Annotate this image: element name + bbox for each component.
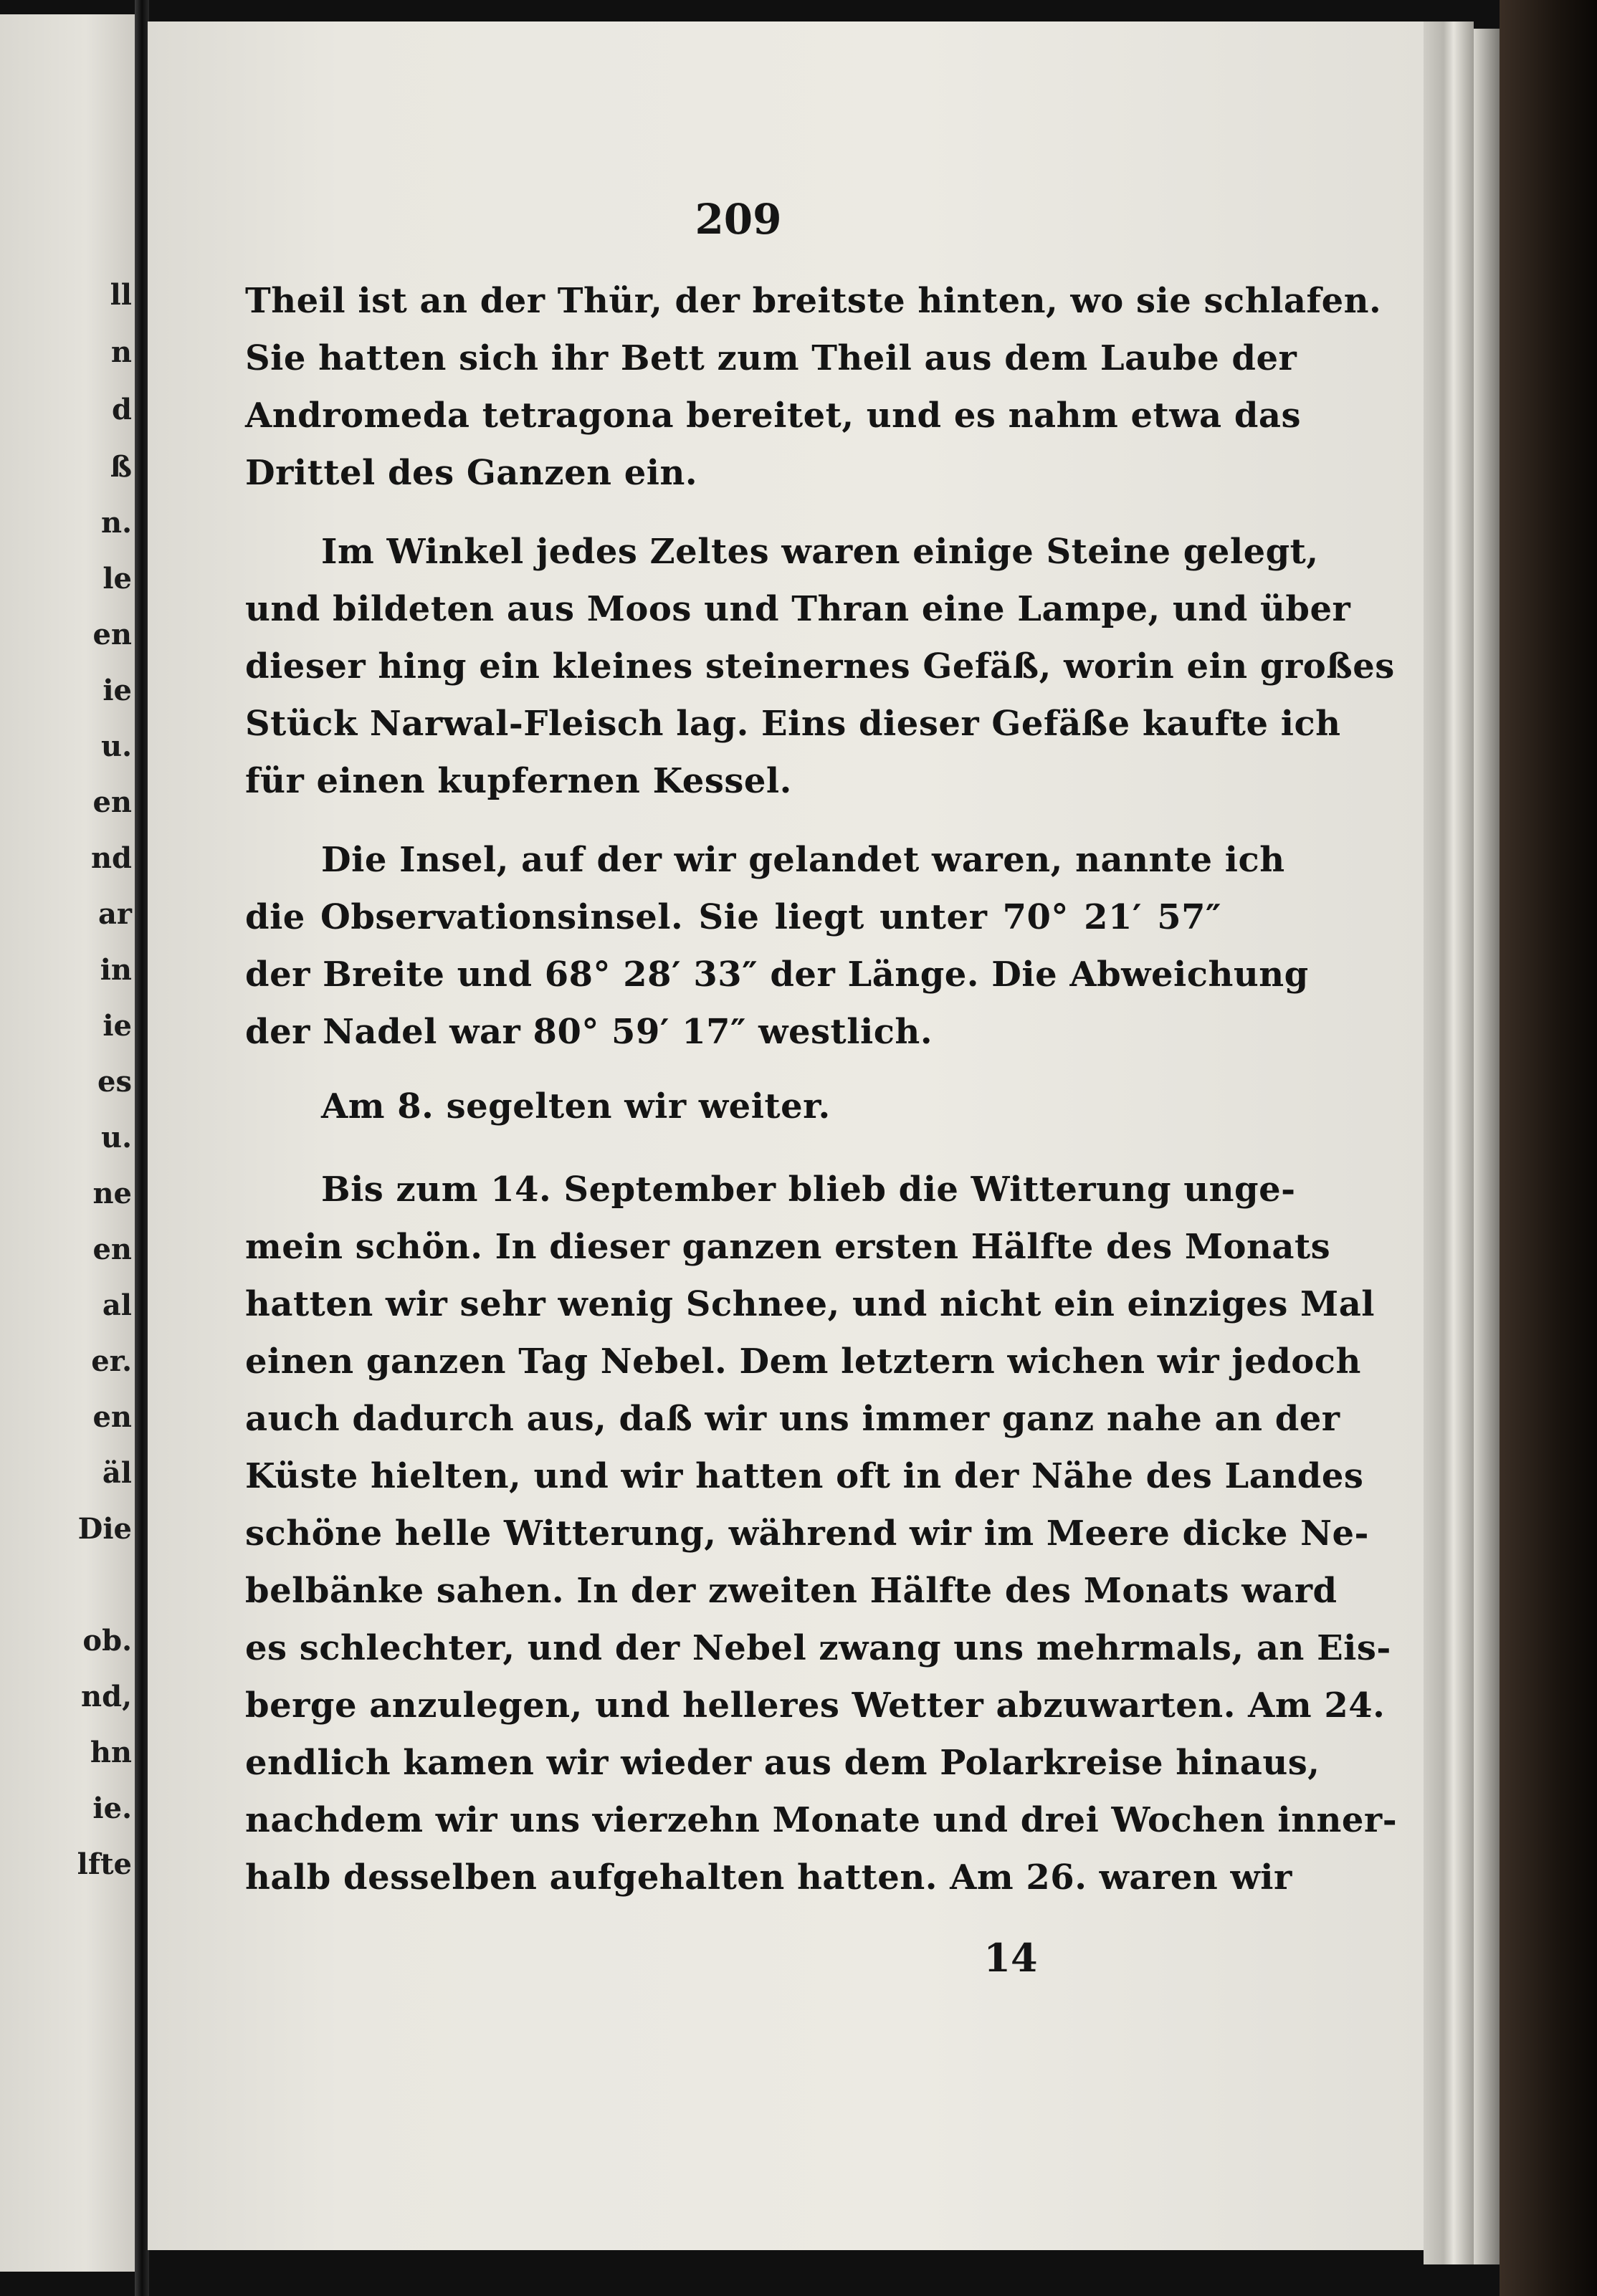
left-page-fragment: ß — [110, 450, 132, 484]
text-line: Andromeda tetragona bereitet, und es nahm etwa das — [245, 396, 1302, 436]
page-number: 209 — [695, 195, 782, 244]
left-page-fragment: u. — [100, 730, 132, 763]
left-page-fragment: es — [97, 1065, 132, 1099]
text-line: mein schön. In dieser ganzen ersten Hälfte des Monats — [245, 1227, 1331, 1267]
text-line: für einen kupfernen Kessel. — [245, 761, 792, 801]
text-line: Bis zum 14. September blieb die Witterung unge- — [321, 1169, 1296, 1210]
page-stack-edge — [1424, 21, 1474, 2264]
text-line: Die Insel, auf der wir gelandet waren, nannte ich — [321, 840, 1285, 880]
left-page-fragment: en — [92, 1233, 132, 1266]
left-page-fragment: le — [103, 562, 132, 595]
left-page-fragment: Die — [77, 1512, 132, 1546]
left-page-fragment: äl — [102, 1456, 132, 1490]
text-line: einen ganzen Tag Nebel. Dem letztern wichen wir jedoch — [245, 1341, 1361, 1382]
left-page-fragment: er. — [91, 1344, 132, 1378]
text-line: Sie hatten sich ihr Bett zum Theil aus dem Laube der — [245, 338, 1297, 378]
left-page-fragment: en — [92, 785, 132, 819]
left-page-fragment: en — [92, 1400, 132, 1434]
left-page-fragment: d — [112, 393, 132, 426]
text-line: der Breite und 68° 28′ 33″ der Länge. Die Abweichung — [245, 955, 1309, 995]
left-page-fragment: in — [100, 953, 132, 987]
left-page-fragment: ie. — [92, 1792, 132, 1825]
left-page-fragment: ie — [103, 674, 132, 707]
left-page-fragment: n. — [100, 506, 132, 540]
text-line: Im Winkel jedes Zeltes waren einige Steine gelegt, — [321, 532, 1319, 572]
left-page-fragment: al — [102, 1288, 132, 1322]
text-line: Theil ist an der Thür, der breitste hinten, wo sie schlafen. — [245, 281, 1382, 321]
text-line: Küste hielten, und wir hatten oft in der Nähe des Landes — [245, 1456, 1364, 1496]
book-cover-edge — [1500, 0, 1597, 2296]
text-line: belbänke sahen. In der zweiten Hälfte des Monats ward — [245, 1571, 1338, 1611]
book-gutter — [135, 0, 149, 2296]
text-line: nachdem wir uns vierzehn Monate und drei Wochen inner- — [245, 1800, 1398, 1840]
left-page-fragment: n — [110, 335, 132, 369]
text-line: die Observationsinsel. Sie liegt unter 70° 21′ 57″ — [245, 897, 1221, 937]
left-page-edge — [0, 14, 143, 2272]
page-stack-shadow — [1474, 29, 1500, 2264]
text-line: Stück Narwal-Fleisch lag. Eins dieser Gefäße kaufte ich — [245, 704, 1341, 744]
text-line: und bildeten aus Moos und Thran eine Lampe, und über — [245, 589, 1351, 629]
left-page-fragment: ie — [103, 1009, 132, 1043]
text-line: hatten wir sehr wenig Schnee, und nicht ein einziges Mal — [245, 1284, 1376, 1324]
text-line: endlich kamen wir wieder aus dem Polarkreise hinaus, — [245, 1743, 1320, 1783]
left-page-fragment: ll — [110, 278, 132, 312]
text-line: Drittel des Ganzen ein. — [245, 453, 698, 493]
text-line: Am 8. segelten wir weiter. — [321, 1086, 831, 1127]
text-line: es schlechter, und der Nebel zwang uns mehrmals, an Eis- — [245, 1628, 1391, 1668]
text-line: dieser hing ein kleines steinernes Gefäß, worin ein großes — [245, 646, 1395, 687]
text-line: der Nadel war 80° 59′ 17″ westlich. — [245, 1012, 933, 1052]
text-line: berge anzulegen, und helleres Wetter abzuwarten. Am 24. — [245, 1685, 1386, 1726]
left-page-fragment: ob. — [82, 1624, 132, 1658]
text-line: schöne helle Witterung, während wir im Meere dicke Ne- — [245, 1513, 1369, 1554]
left-page-fragment: ar — [98, 897, 132, 931]
signature-mark: 14 — [983, 1935, 1038, 1981]
left-page-fragment: hn — [90, 1736, 132, 1769]
left-page-fragment: nd, — [81, 1680, 132, 1713]
left-page-fragment: u. — [100, 1121, 132, 1154]
left-page-fragment: lfte — [77, 1847, 132, 1881]
left-page-fragment: en — [92, 618, 132, 651]
left-page-fragment: nd — [90, 841, 132, 875]
text-line: auch dadurch aus, daß wir uns immer ganz nahe an der — [245, 1399, 1340, 1439]
text-line: halb desselben aufgehalten hatten. Am 26. waren wir — [245, 1857, 1292, 1898]
left-page-fragment: ne — [92, 1177, 132, 1210]
